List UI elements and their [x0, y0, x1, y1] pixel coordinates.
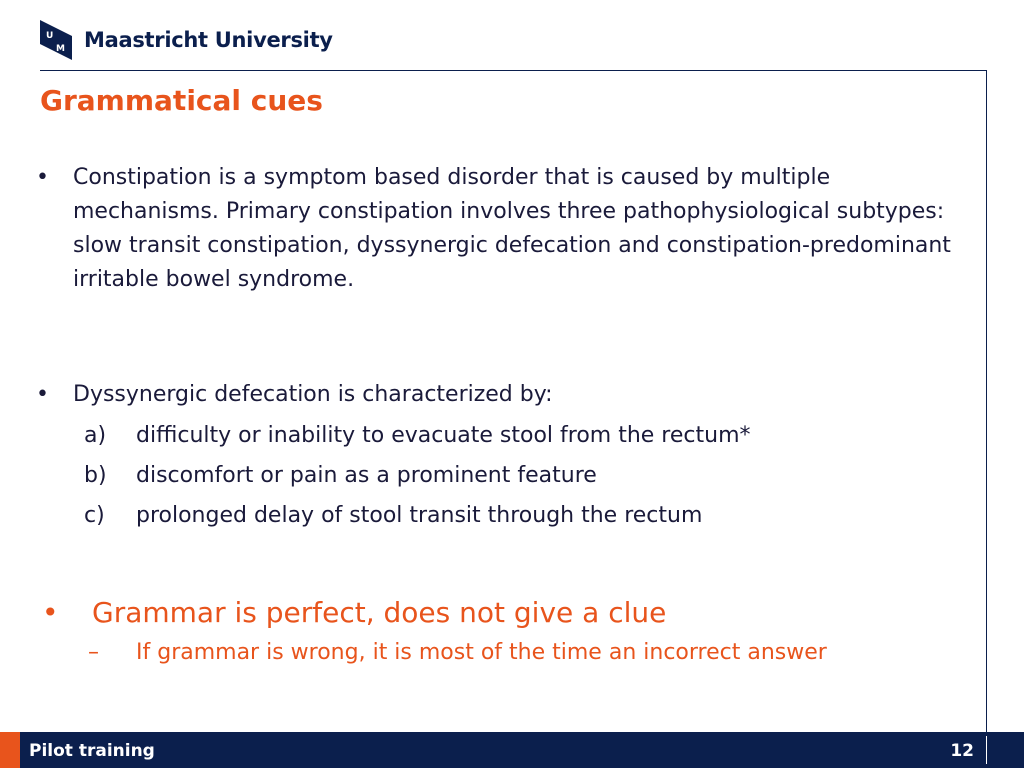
bullet-dot-icon: •	[42, 596, 59, 629]
option-text: discomfort or pain as a prominent feature	[136, 463, 597, 488]
um-logo-icon	[40, 20, 72, 60]
sub-bullet	[88, 637, 966, 669]
header-divider	[40, 70, 986, 71]
answer-option-c	[84, 496, 966, 536]
bullet-text: Constipation is a symptom based disorder that is caused by multiple mechanisms. Primary constipation involves three pathophysiological subtypes: slow transit constipation, dyssynergic defecation and constipation-predominant irritable bowel syndrome.	[73, 165, 951, 292]
option-marker: b)	[84, 463, 107, 488]
footer-accent-bar	[0, 732, 20, 768]
slide-title: Grammatical cues	[40, 84, 323, 117]
option-text: prolonged delay of stool transit through the rectum	[136, 503, 703, 528]
bullet-dot-icon: •	[36, 165, 49, 190]
right-border-line	[986, 70, 987, 732]
bullet-dot-icon: •	[36, 382, 49, 407]
footer-divider	[986, 736, 987, 764]
svg-text:U: U	[46, 31, 54, 41]
dash-icon: –	[88, 640, 99, 665]
bullet-grammar	[36, 593, 966, 669]
option-marker: a)	[84, 423, 107, 448]
bullet-text: Grammar is perfect, does not give a clue	[92, 596, 667, 629]
university-logo	[40, 20, 333, 60]
page-number: 12	[950, 741, 974, 761]
bullet-text: Dyssynergic defecation is characterized by:	[73, 382, 553, 407]
sub-bullet-text: If grammar is wrong, it is most of the time an incorrect answer	[136, 640, 827, 665]
bullet-dyssynergic	[36, 378, 966, 536]
svg-text:M: M	[56, 44, 65, 54]
answer-options	[36, 416, 966, 536]
bullet-constipation	[36, 161, 966, 297]
answer-option-b	[84, 456, 966, 496]
slide-footer	[0, 732, 1024, 768]
footer-label: Pilot training	[29, 741, 155, 761]
option-marker: c)	[84, 503, 105, 528]
answer-option-a	[84, 416, 966, 456]
option-text: difficulty or inability to evacuate stool from the rectum*	[136, 423, 751, 448]
logo-wordmark: Maastricht University	[84, 28, 333, 52]
